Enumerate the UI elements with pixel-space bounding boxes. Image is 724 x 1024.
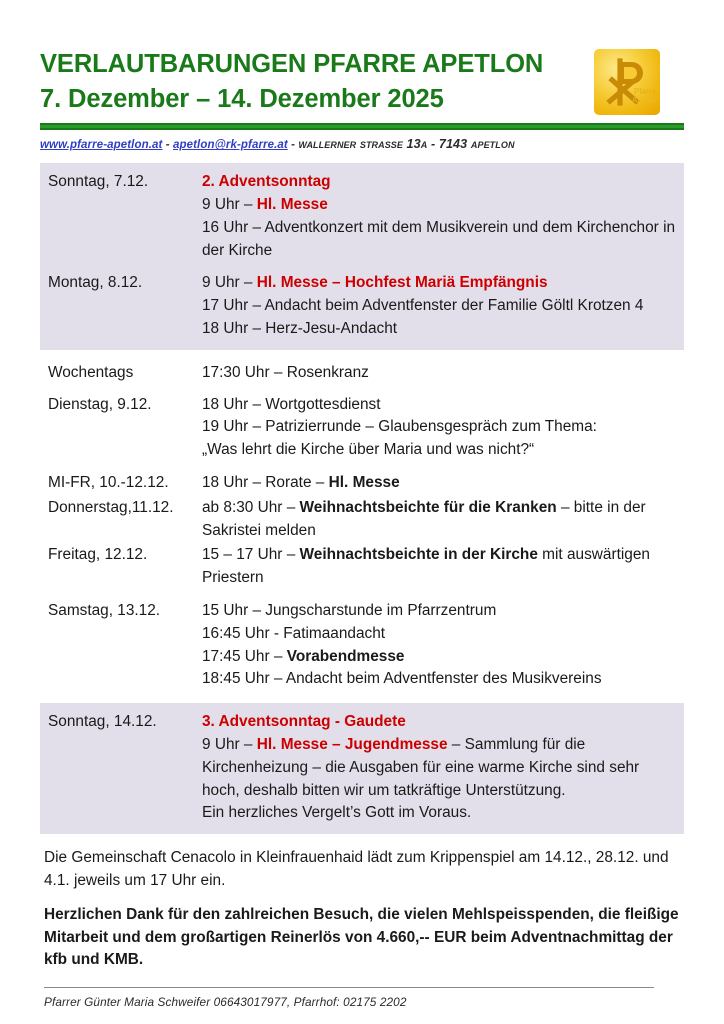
schedule-text-segment: mit auswärtigen Priestern [202, 546, 650, 587]
schedule-text-segment: – Sammlung für die Kirchenheizung – die Ausgaben für eine warme Kirche sind sehr hoch, deshalb bitten wir um tatkräftige Unterstützung. [202, 736, 640, 799]
closing-notes [40, 847, 684, 972]
schedule-row-detail [202, 171, 678, 262]
closing-paragraph-thanks: Herzlichen Dank für den zahlreichen Besuch, die vielen Mehlspeisspenden, die fleißige Mitarbeit und dem großartigen Reinerlös von 4.660,-- EUR beim Adventnachmittag der kfb und KMB. [44, 905, 679, 969]
contact-line [40, 137, 684, 151]
schedule-text-segment: „Was lehrt die Kirche über Maria und was nicht?“ [202, 441, 535, 459]
schedule-detail-line [202, 295, 678, 318]
schedule-block [40, 600, 684, 691]
schedule-row-detail [202, 472, 678, 495]
schedule-text-segment: Weihnachtsbeichte in der Kirche [299, 546, 538, 564]
schedule-detail-line [202, 272, 678, 295]
page-title: VERLAUTBARUNGEN PFARRE APETLON [40, 50, 544, 78]
schedule-text-segment: Hl. Messe [256, 196, 328, 214]
schedule-detail-line [202, 646, 678, 669]
schedule-row-date: Freitag, 12.12. [48, 546, 148, 564]
schedule-row [40, 272, 684, 349]
schedule-text-segment: 19 Uhr – Patrizierrunde – Glaubensgespräch zum Thema: [202, 418, 597, 436]
schedule-text-segment: 17:45 Uhr – [202, 647, 287, 665]
schedule-detail-line [202, 416, 678, 439]
schedule-row-detail [202, 362, 678, 385]
schedule-text-segment: 18 Uhr – Wortgottesdienst [202, 395, 381, 413]
schedule-text-segment: 9 Uhr – [202, 196, 257, 214]
schedule-detail-line [202, 544, 678, 590]
chi-rho-pfarre-apetlon-logo [594, 49, 660, 115]
schedule-block-spacer [40, 462, 684, 472]
schedule-text-segment: Weihnachtsbeichte für die Kranken [299, 498, 557, 516]
schedule-block-spacer [40, 350, 684, 362]
schedule-row-detail [202, 394, 678, 462]
schedule-block-highlighted [40, 703, 684, 834]
schedule-row-date: Dienstag, 9.12. [48, 395, 152, 413]
schedule-text-segment: Vorabendmesse [286, 647, 405, 665]
schedule-text-segment: Hl. Messe – Jugendmesse [256, 736, 448, 754]
footer-contact-text: Pfarrer Günter Maria Schweifer 06643017977, Pfarrhof: 02175 2202 [44, 995, 407, 1010]
schedule-row-date: Sonntag, 14.12. [48, 713, 157, 731]
logo-caption-apetlon: Apetlon [632, 96, 660, 105]
schedule-detail-line [202, 194, 678, 217]
closing-paragraph-cenacolo: Die Gemeinschaft Cenacolo in Kleinfrauenhaid lädt zum Krippenspiel am 14.12., 28.12. und 4.1. jeweils um 17 Uhr ein. [44, 849, 669, 889]
schedule-row-date: MI-FR, 10.-12.12. [48, 474, 169, 492]
contact-separator-1: - [162, 139, 173, 152]
schedule-text-segment: 3. Adventsonntag - Gaudete [202, 713, 406, 731]
schedule-row [40, 472, 684, 495]
schedule-text-segment: 16 Uhr – Adventkonzert mit dem Musikverein und dem Kirchenchor in der Kirche [202, 218, 676, 259]
masthead-titles [40, 46, 543, 116]
schedule-text-segment: 18 Uhr – Rorate – [202, 474, 329, 492]
schedule-row [40, 600, 684, 691]
schedule-text-segment: 18 Uhr – Herz-Jesu-Andacht [202, 320, 398, 338]
page-subtitle-daterange: 7. Dezember – 14. Dezember 2025 [40, 85, 444, 114]
schedule-detail-line [202, 171, 678, 194]
schedule-row [40, 544, 684, 590]
schedule-text-segment: Ein herzliches Vergelt’s Gott im Voraus. [202, 804, 472, 822]
schedule-text-segment: – bitte in der Sakristei melden [202, 498, 646, 539]
schedule-text-segment: Hl. Messe – Hochfest Mariä Empfängnis [256, 274, 548, 292]
schedule-detail-line [202, 362, 678, 385]
schedule-block [40, 472, 684, 590]
schedule-detail-line [202, 439, 678, 462]
schedule-detail-line [202, 600, 678, 623]
page-footer [40, 987, 684, 1009]
schedule-block-highlighted [40, 163, 684, 350]
schedule-text-segment: 9 Uhr – [202, 736, 257, 754]
schedule-text-segment: 15 – 17 Uhr – [202, 546, 300, 564]
email-link[interactable]: apetlon@rk-pfarre.at [172, 139, 288, 152]
schedule-detail-line [202, 668, 678, 691]
schedule-row-detail [202, 272, 678, 340]
schedule-row-date: Wochentags [48, 363, 134, 381]
schedule-detail-line [202, 623, 678, 646]
schedule-text-segment: ab 8:30 Uhr – [202, 498, 300, 516]
schedule-detail-line [202, 802, 678, 825]
schedule-detail-line [202, 217, 678, 263]
schedule-row-date: Montag, 8.12. [48, 274, 143, 292]
schedule-detail-line [202, 394, 678, 417]
schedule-row-detail [202, 600, 678, 691]
schedule-row-date: Donnerstag,11.12. [48, 498, 174, 516]
schedule-text-segment: 9 Uhr – [202, 274, 257, 292]
schedule-row-detail [202, 711, 678, 825]
postal-address: wallerner straße 13a - 7143 apetlon [298, 137, 515, 152]
schedule-block-spacer [40, 691, 684, 703]
schedule-text-segment: 17:30 Uhr – Rosenkranz [202, 363, 369, 381]
schedule-detail-line [202, 318, 678, 341]
schedule-row [40, 362, 684, 385]
header-divider-rule [40, 123, 684, 130]
schedule-row [40, 497, 684, 543]
schedule-text-segment: 15 Uhr – Jungscharstunde im Pfarrzentrum [202, 602, 497, 620]
schedule-detail-line [202, 711, 678, 734]
schedule-row [40, 703, 684, 834]
logo-caption-pfarre: Pfarre [634, 87, 656, 96]
website-link[interactable]: www.pfarre-apetlon.at [40, 139, 163, 152]
schedule-detail-line [202, 497, 678, 543]
schedule-text-segment: 17 Uhr – Andacht beim Adventfenster der Familie Göltl Krotzen 4 [202, 297, 644, 315]
schedule-table [40, 163, 684, 834]
footer-divider-rule [44, 987, 654, 988]
schedule-text-segment: 16:45 Uhr - Fatimaandacht [202, 624, 386, 642]
masthead [40, 46, 684, 116]
schedule-row-date: Samstag, 13.12. [48, 602, 161, 620]
schedule-row [40, 394, 684, 462]
schedule-row-date: Sonntag, 7.12. [48, 173, 149, 191]
schedule-block-spacer [40, 590, 684, 600]
schedule-row-detail [202, 497, 678, 543]
schedule-row [40, 163, 684, 262]
schedule-detail-line [202, 472, 678, 495]
contact-separator-2: - [287, 139, 299, 152]
schedule-text-segment: 18:45 Uhr – Andacht beim Adventfenster des Musikvereins [202, 670, 602, 688]
schedule-detail-line [202, 734, 678, 802]
schedule-row-detail [202, 544, 678, 590]
schedule-text-segment: 2. Adventsonntag [202, 173, 331, 191]
schedule-text-segment: Hl. Messe [328, 474, 400, 492]
schedule-block [40, 362, 684, 462]
